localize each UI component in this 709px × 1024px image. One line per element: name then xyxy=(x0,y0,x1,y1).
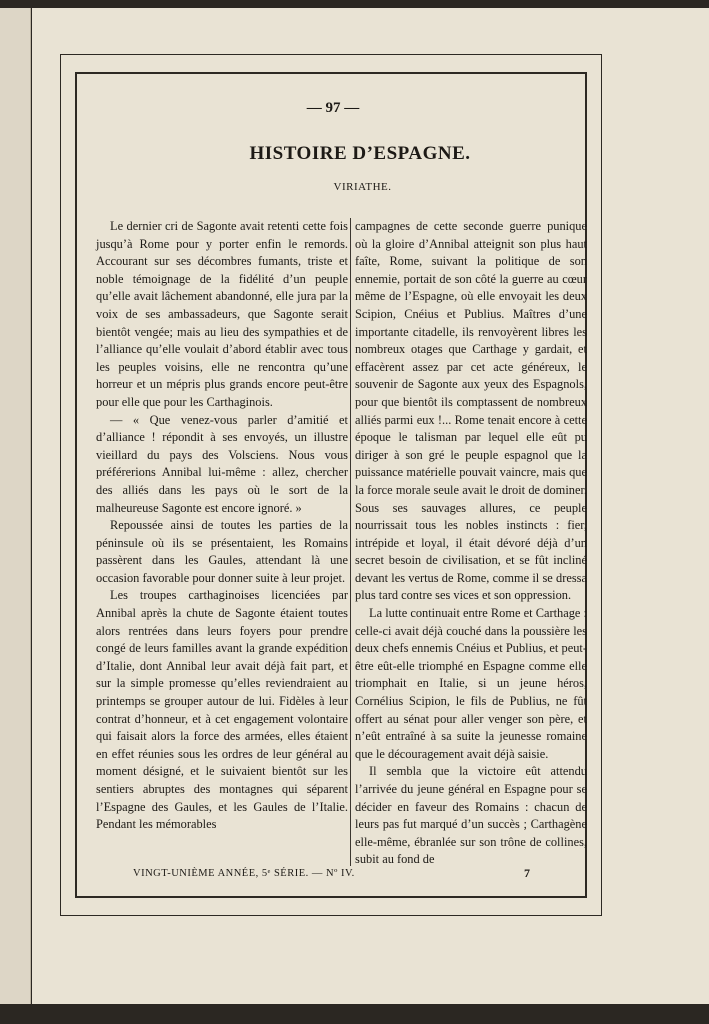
paragraph: Repoussée ainsi de toutes les parties de la péninsule où ils se présentaient, les Romains passèrent dans les Gaules, attendant là une occasion favorable pour donner suite à leur projet. xyxy=(96,518,348,585)
scan-background xyxy=(0,1004,709,1024)
paragraph: — « Que venez-vous parler d’amitié et d’alliance ! répondit à ses envoyés, un illustre vieillard du pays des Volsciens. Nous vous préférerions Annibal lui-même : allez, chercher des alliés dans les pays où le sort de la malheureuse Sagonte est encore ignoré. » xyxy=(96,412,348,515)
signature-mark: 7 xyxy=(524,866,530,880)
paragraph: Le dernier cri de Sagonte avait retenti cette fois jusqu’à Rome pour y porter enfin le remords. Accourant sur ses décombres fumants, triste et noble témoignage de la fidélité d’un peuple qu’elle avait lâchement abandonné, elle jura par la voix de ses ambassadeurs, que Sagonte serait bientôt vengée; mais au lieu des sympathies et de l’alliance qu’elle voulait d’abord établir avec tous les peuples voisins, elle ne rencontra qu’une horreur et un mépris plus grands encore peut-être pour elle que pour les Carthaginois. xyxy=(96,219,348,409)
paragraph: Il sembla que la victoire eût attendu l’arrivée du jeune général en Espagne pour se décider en faveur des Romains : chacun de leurs pas fut marqué d’un succès ; Carthagène elle-même, ébranlée sur son trône de collines, subit au fond de xyxy=(355,764,587,867)
paragraph: Les troupes carthaginoises licenciées par Annibal après la chute de Sagonte étaient toutes alors rentrées dans leurs foyers pour prendre congé de leurs familles avant la grande expédition d’Italie, dont Annibal leur avait déjà fait part, et sur la simple promesse qu’elles reviendraient au printemps se grouper autour de lui. Fidèles à leur contrat d’honneur, et à cet engagement volontaire qui faisait alors la force des armées, elles étaient en effet réunies sous les ordres de leur général au moment désigné, et le suivaient bientôt sur les sentiers abruptes des montagnes qui séparent l’Espagne des Gaules, et les Gaules de l’Italie. Pendant les mémorables xyxy=(96,588,348,832)
article-subtitle: VIRIATHE. xyxy=(333,181,392,193)
right-text-column xyxy=(355,218,587,869)
left-text-column xyxy=(96,218,348,834)
paragraph: campagnes de cette seconde guerre punique où la gloire d’Annibal atteignit son plus haut faîte, Rome, suivant la politique de son ennemie, portait de son côté la guerre au cœur même de l’Espagne, où elle envoyait les deux Scipion, Cnéius et Publius. Maîtres d’une importante citadelle, ils renvoyèrent libres les nombreux otages que Carthage y gardait, et effacèrent assez par cet acte généreux, le souvenir de Sagonte aux yeux des Espagnols, pour que bientôt ils comptassent de nombreux alliés parmi eux !... Rome tenait encore à cette époque le talisman par lequel elle eût pu diriger à son gré le peuple espagnol que la puissance matérielle pouvait vaincre, mais que la force morale seule avait le droit de dominer. Sous ses sauvages allures, ce peuple nourrissait tous les nobles instincts : fier, intrépide et loyal, il était dévoré déjà d’un secret besoin de civilisation, et se fût incliné devant les vertus de Rome, comme il se dressa plus tard contre ses vices et son oppression. xyxy=(355,219,587,603)
adjacent-page-edge xyxy=(0,8,31,1004)
column-divider xyxy=(350,218,351,866)
footer-series: VINGT-UNIÈME ANNÉE, 5ᵉ SÉRIE. — Nº IV. xyxy=(133,868,355,879)
page-number: — 97 — xyxy=(306,100,360,116)
article-title: HISTOIRE D’ESPAGNE. xyxy=(249,143,471,164)
paragraph: La lutte continuait entre Rome et Carthage : celle-ci avait déjà couché dans la poussière les deux chefs ennemis Cnéius et Publius, et peut-être eût-elle triomphé en Espagne comme elle triomphait en Italie, si un jeune héros, Cornélius Scipion, le fils de Publius, ne fût offert au sénat pour aller venger son père, et n’eût entraîné à sa suite la jeunesse romaine que le découragement avait déjà saisie. xyxy=(355,606,587,761)
